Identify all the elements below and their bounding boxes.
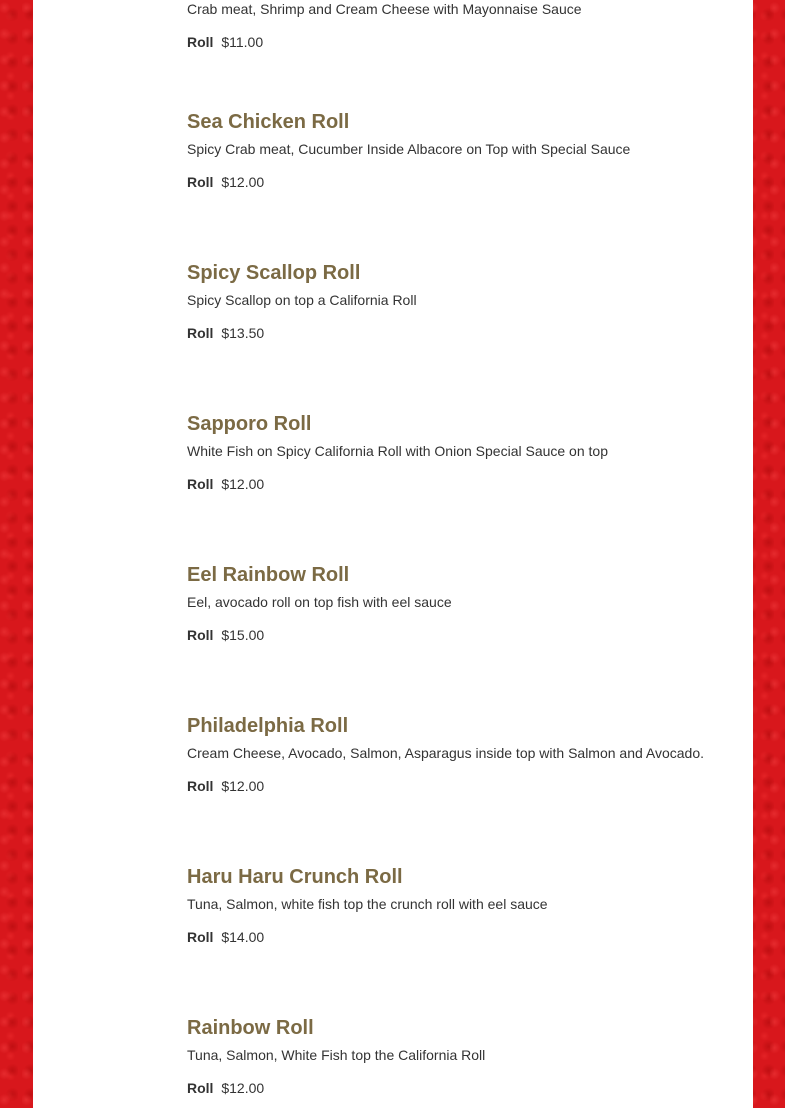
- item-description: Tuna, Salmon, White Fish top the California Roll: [187, 1047, 486, 1063]
- item-description: White Fish on Spicy California Roll with Onion Special Sauce on top: [187, 443, 608, 459]
- price-label: Roll: [187, 929, 214, 945]
- price-label: Roll: [187, 627, 214, 643]
- item-price-row: [187, 173, 264, 191]
- item-description: Crab meat, Shrimp and Cream Cheese with Mayonnaise Sauce: [187, 1, 582, 17]
- price-label: Roll: [187, 778, 214, 794]
- item-name: Haru Haru Crunch Roll: [187, 866, 403, 888]
- item-name: Philadelphia Roll: [187, 715, 349, 737]
- item-price-row: [187, 928, 264, 946]
- price-label: Roll: [187, 476, 214, 492]
- item-price-row: [187, 33, 263, 51]
- item-name: Eel Rainbow Roll: [187, 564, 350, 586]
- price-label: Roll: [187, 174, 214, 190]
- price-value: $12.00: [221, 476, 265, 492]
- price-label: Roll: [187, 34, 214, 50]
- item-description: Cream Cheese, Avocado, Salmon, Asparagus inside top with Salmon and Avocado.: [187, 745, 705, 761]
- item-name: Sea Chicken Roll: [187, 111, 350, 133]
- item-price-row: [187, 1079, 264, 1097]
- price-value: $12.00: [221, 174, 265, 190]
- price-label: Roll: [187, 325, 214, 341]
- item-price-row: [187, 626, 264, 644]
- item-name: Sapporo Roll: [187, 413, 312, 435]
- price-value: $12.00: [221, 1080, 265, 1096]
- price-label: Roll: [187, 1080, 214, 1096]
- price-value: $14.00: [221, 929, 265, 945]
- price-value: $12.00: [221, 778, 265, 794]
- item-price-row: [187, 324, 264, 342]
- price-value: $15.00: [221, 627, 265, 643]
- item-name: Rainbow Roll: [187, 1017, 314, 1039]
- item-description: Tuna, Salmon, white fish top the crunch roll with eel sauce: [187, 896, 548, 912]
- item-price-row: [187, 475, 264, 493]
- menu-content-panel: [33, 0, 753, 1108]
- item-description: Eel, avocado roll on top fish with eel sauce: [187, 594, 452, 610]
- item-price-row: [187, 777, 264, 795]
- item-name: Spicy Scallop Roll: [187, 262, 361, 284]
- price-value: $13.50: [221, 325, 265, 341]
- price-value: $11.00: [221, 34, 264, 50]
- item-description: Spicy Scallop on top a California Roll: [187, 292, 417, 308]
- item-description: Spicy Crab meat, Cucumber Inside Albacore on Top with Special Sauce: [187, 141, 631, 157]
